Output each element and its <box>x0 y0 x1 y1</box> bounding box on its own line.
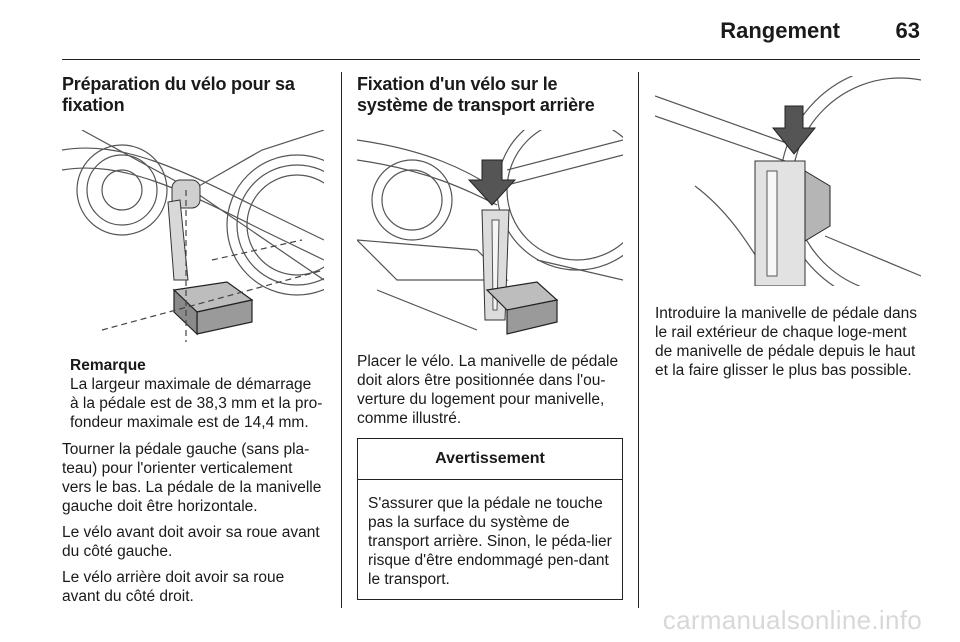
column-divider <box>638 72 639 608</box>
paragraph: Placer le vélo. La manivelle de pédale doit alors être positionnée dans l'ou-verture du logement pour manivelle, comme illustré. <box>357 353 619 427</box>
warning-box <box>357 438 623 600</box>
paragraph: Le vélo arrière doit avoir sa roue avant du côté droit. <box>62 569 285 605</box>
paragraph: Le vélo avant doit avoir sa roue avant du côté gauche. <box>62 524 320 560</box>
bike-carrier-illustration <box>357 130 623 338</box>
page-header <box>0 0 960 60</box>
column-fixation <box>357 74 623 600</box>
paragraph: Introduire la manivelle de pédale dans le rail extérieur de chaque loge-ment de manivelle de pédale depuis le haut et la faire glisser le plus bas possible. <box>655 305 917 379</box>
crank-rail-illustration <box>655 76 921 286</box>
section-heading: Préparation du vélo pour sa fixation <box>62 74 295 115</box>
section-heading: Fixation d'un vélo sur le système de transport arrière <box>357 74 595 115</box>
note-block <box>70 356 324 432</box>
column-preparation <box>62 74 324 613</box>
paragraph: Tourner la pédale gauche (sans pla-teau) pour l'orienter verticalement vers le bas. La pédale de la manivelle gauche doit être horizontale. <box>62 441 322 515</box>
warning-title: Avertissement <box>358 439 622 480</box>
column-insertion <box>655 74 923 387</box>
note-title: Remarque <box>70 357 146 374</box>
column-divider <box>341 72 342 608</box>
warning-text: S'assurer que la pédale ne touche pas la surface du système de transport arrière. Sinon, le péda-lier risque d'être endommagé pen-dant le transport. <box>368 495 612 588</box>
pedal-illustration <box>62 130 324 342</box>
section-title: Rangement <box>720 18 840 43</box>
header-divider <box>62 59 920 60</box>
page-number: 63 <box>895 18 920 43</box>
watermark-text: carmanualsonline.info <box>662 605 922 635</box>
note-text: La largeur maximale de démarrage à la pédale est de 38,3 mm et la pro-fondeur maximale est de 14,4 mm. <box>70 376 323 431</box>
